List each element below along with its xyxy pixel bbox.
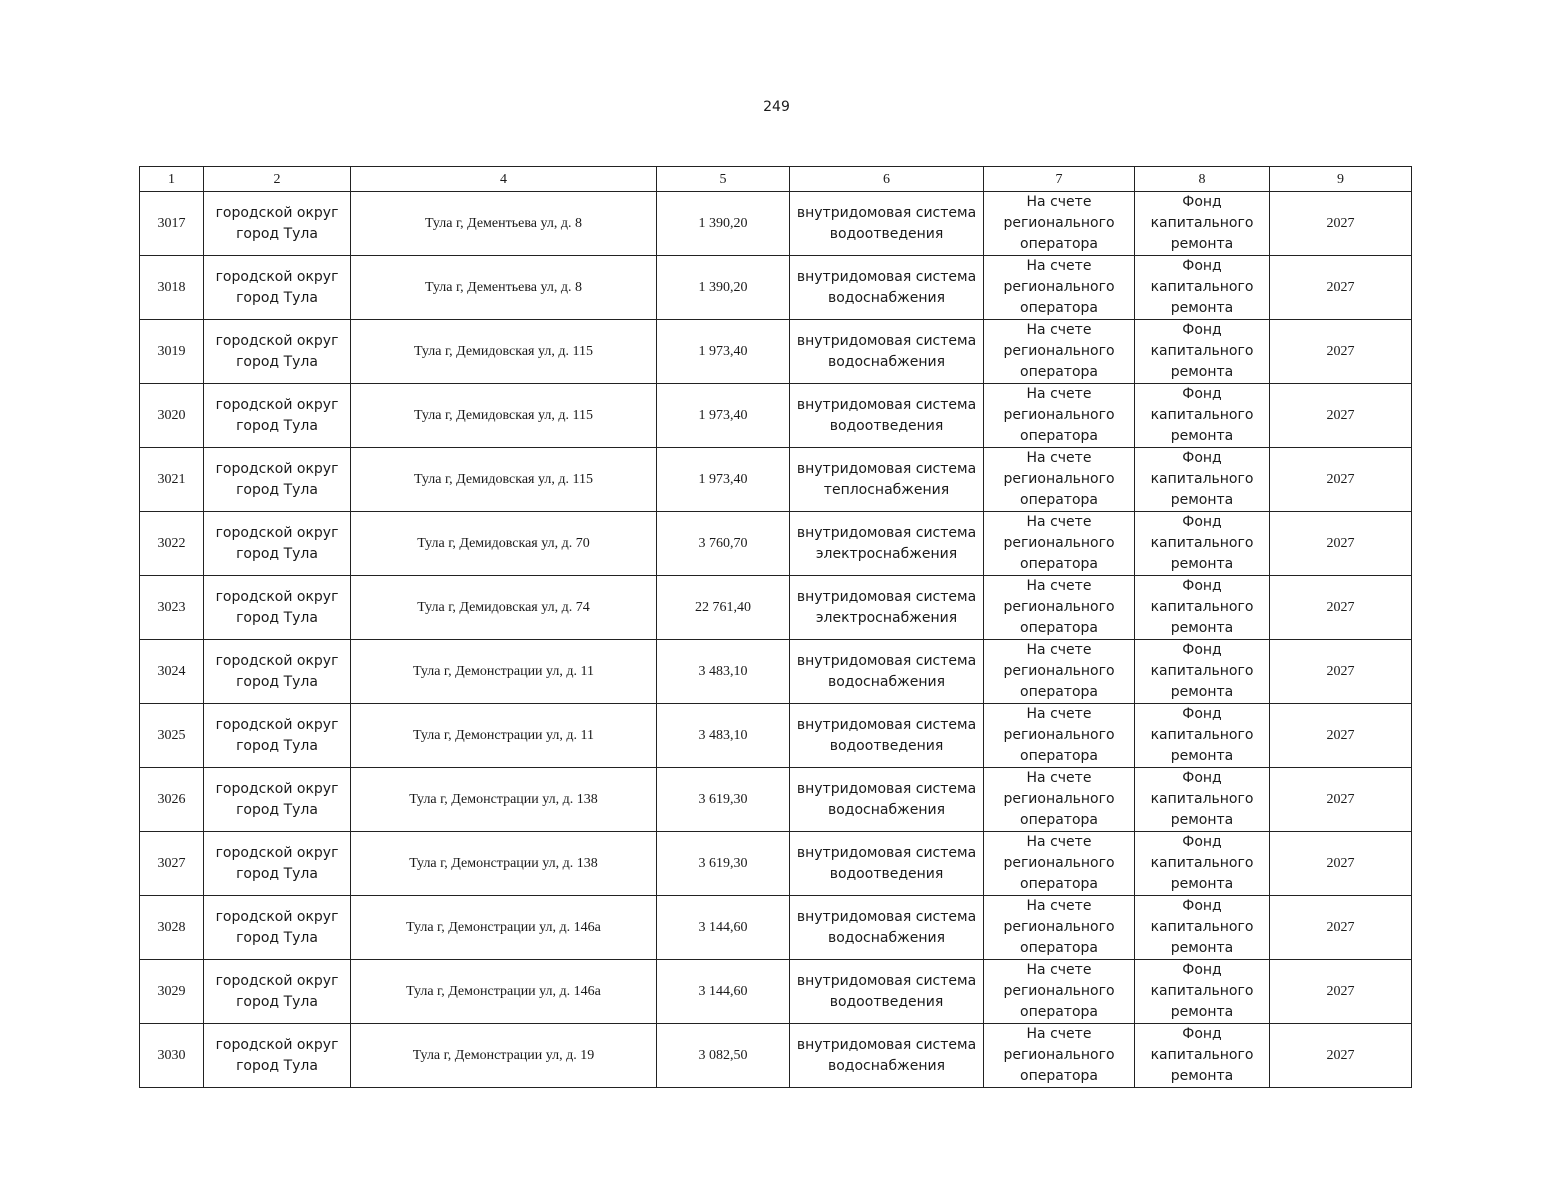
system-cell bbox=[790, 640, 984, 704]
system-cell-line: внутридомовая система bbox=[796, 908, 977, 925]
municipality-cell-line: городской округ bbox=[215, 204, 339, 221]
account-cell bbox=[984, 896, 1135, 960]
funding-source-cell bbox=[1135, 640, 1270, 704]
municipality-cell-line: городской округ bbox=[215, 780, 339, 797]
column-header: 6 bbox=[790, 167, 984, 192]
year-cell: 2027 bbox=[1270, 448, 1412, 512]
column-header: 4 bbox=[351, 167, 657, 192]
system-cell-line: внутридомовая система bbox=[796, 524, 977, 541]
municipality-cell-line: городской округ bbox=[215, 588, 339, 605]
table-row bbox=[140, 192, 1412, 256]
municipality-cell bbox=[204, 256, 351, 320]
area-cell: 3 619,30 bbox=[657, 768, 790, 832]
account-cell-line: На счете bbox=[1026, 322, 1092, 338]
account-cell-line: оператора bbox=[1020, 620, 1098, 636]
funding-source-cell-line: ремонта bbox=[1170, 812, 1234, 828]
account-cell-line: На счете bbox=[1026, 1026, 1092, 1042]
account-cell-line: оператора bbox=[1020, 364, 1098, 380]
account-cell-line: оператора bbox=[1020, 492, 1098, 508]
area-cell: 3 619,30 bbox=[657, 832, 790, 896]
column-header: 9 bbox=[1270, 167, 1412, 192]
system-cell bbox=[790, 960, 984, 1024]
account-cell-line: регионального bbox=[1003, 343, 1115, 359]
system-cell-line: внутридомовая система bbox=[796, 652, 977, 669]
year-cell: 2027 bbox=[1270, 960, 1412, 1024]
account-cell-line: регионального bbox=[1003, 983, 1115, 999]
funding-source-cell bbox=[1135, 704, 1270, 768]
system-cell-line: внутридомовая система bbox=[796, 1036, 977, 1053]
year-cell: 2027 bbox=[1270, 640, 1412, 704]
funding-source-cell bbox=[1135, 448, 1270, 512]
system-cell-line: водоотведения bbox=[829, 225, 944, 242]
account-cell bbox=[984, 576, 1135, 640]
municipality-cell bbox=[204, 384, 351, 448]
column-header: 1 bbox=[140, 167, 204, 192]
system-cell bbox=[790, 512, 984, 576]
account-cell bbox=[984, 960, 1135, 1024]
funding-source-cell-line: Фонд bbox=[1182, 834, 1222, 850]
municipality-cell-line: город Тула bbox=[236, 737, 318, 754]
municipality-cell-line: городской округ bbox=[215, 332, 339, 349]
funding-source-cell-line: Фонд bbox=[1182, 194, 1222, 210]
funding-source-cell-line: ремонта bbox=[1170, 684, 1234, 700]
funding-source-cell-line: Фонд bbox=[1182, 450, 1222, 466]
system-cell-line: водоотведения bbox=[829, 993, 944, 1010]
municipality-cell-line: город Тула bbox=[236, 993, 318, 1010]
account-cell-line: оператора bbox=[1020, 300, 1098, 316]
table-row bbox=[140, 640, 1412, 704]
system-cell bbox=[790, 384, 984, 448]
account-cell bbox=[984, 512, 1135, 576]
system-cell bbox=[790, 896, 984, 960]
row-number-cell: 3029 bbox=[140, 960, 204, 1024]
account-cell-line: регионального bbox=[1003, 599, 1115, 615]
table-row bbox=[140, 768, 1412, 832]
system-cell bbox=[790, 576, 984, 640]
account-cell-line: На счете bbox=[1026, 642, 1092, 658]
municipality-cell bbox=[204, 704, 351, 768]
funding-source-cell bbox=[1135, 512, 1270, 576]
table-row bbox=[140, 448, 1412, 512]
funding-source-cell bbox=[1135, 768, 1270, 832]
column-header: 8 bbox=[1135, 167, 1270, 192]
funding-source-cell-line: Фонд bbox=[1182, 962, 1222, 978]
funding-source-cell-line: ремонта bbox=[1170, 876, 1234, 892]
year-cell: 2027 bbox=[1270, 1024, 1412, 1088]
account-cell-line: оператора bbox=[1020, 876, 1098, 892]
funding-source-cell-line: Фонд bbox=[1182, 258, 1222, 274]
area-cell: 1 973,40 bbox=[657, 384, 790, 448]
funding-source-cell-line: ремонта bbox=[1170, 236, 1234, 252]
funding-source-cell bbox=[1135, 256, 1270, 320]
header-row bbox=[140, 167, 1412, 192]
row-number-cell: 3024 bbox=[140, 640, 204, 704]
account-cell bbox=[984, 640, 1135, 704]
municipality-cell-line: город Тула bbox=[236, 865, 318, 882]
municipality-cell-line: городской округ bbox=[215, 972, 339, 989]
area-cell: 1 973,40 bbox=[657, 320, 790, 384]
table-row bbox=[140, 384, 1412, 448]
funding-source-cell-line: капитального bbox=[1150, 791, 1254, 807]
row-number-cell: 3025 bbox=[140, 704, 204, 768]
year-cell: 2027 bbox=[1270, 512, 1412, 576]
funding-source-cell-line: ремонта bbox=[1170, 428, 1234, 444]
account-cell bbox=[984, 1024, 1135, 1088]
funding-source-cell-line: капитального bbox=[1150, 343, 1254, 359]
account-cell-line: оператора bbox=[1020, 236, 1098, 252]
account-cell-line: оператора bbox=[1020, 684, 1098, 700]
address-cell: Тула г, Дементьева ул, д. 8 bbox=[351, 192, 657, 256]
municipality-cell-line: город Тула bbox=[236, 417, 318, 434]
area-cell: 1 973,40 bbox=[657, 448, 790, 512]
column-header: 2 bbox=[204, 167, 351, 192]
column-header: 5 bbox=[657, 167, 790, 192]
system-cell-line: внутридомовая система bbox=[796, 780, 977, 797]
funding-source-cell-line: капитального bbox=[1150, 663, 1254, 679]
area-cell: 3 483,10 bbox=[657, 640, 790, 704]
funding-source-cell-line: капитального bbox=[1150, 855, 1254, 871]
municipality-cell-line: город Тула bbox=[236, 801, 318, 818]
year-cell: 2027 bbox=[1270, 320, 1412, 384]
registry-table bbox=[139, 166, 1412, 1088]
funding-source-cell-line: ремонта bbox=[1170, 620, 1234, 636]
system-cell-line: электроснабжения bbox=[815, 609, 958, 626]
municipality-cell bbox=[204, 1024, 351, 1088]
municipality-cell-line: городской округ bbox=[215, 1036, 339, 1053]
municipality-cell-line: город Тула bbox=[236, 481, 318, 498]
municipality-cell-line: городской округ bbox=[215, 268, 339, 285]
table-row bbox=[140, 320, 1412, 384]
system-cell-line: теплоснабжения bbox=[823, 481, 950, 498]
address-cell: Тула г, Демонстрации ул, д. 146а bbox=[351, 896, 657, 960]
municipality-cell-line: город Тула bbox=[236, 289, 318, 306]
funding-source-cell bbox=[1135, 960, 1270, 1024]
table-row bbox=[140, 576, 1412, 640]
column-header: 7 bbox=[984, 167, 1135, 192]
municipality-cell-line: город Тула bbox=[236, 609, 318, 626]
funding-source-cell-line: ремонта bbox=[1170, 364, 1234, 380]
system-cell bbox=[790, 320, 984, 384]
account-cell-line: регионального bbox=[1003, 215, 1115, 231]
address-cell: Тула г, Демонстрации ул, д. 146а bbox=[351, 960, 657, 1024]
funding-source-cell-line: капитального bbox=[1150, 1047, 1254, 1063]
funding-source-cell-line: капитального bbox=[1150, 983, 1254, 999]
funding-source-cell-line: Фонд bbox=[1182, 386, 1222, 402]
funding-source-cell bbox=[1135, 896, 1270, 960]
municipality-cell-line: городской округ bbox=[215, 652, 339, 669]
account-cell-line: регионального bbox=[1003, 919, 1115, 935]
funding-source-cell-line: ремонта bbox=[1170, 300, 1234, 316]
account-cell bbox=[984, 832, 1135, 896]
account-cell-line: оператора bbox=[1020, 748, 1098, 764]
system-cell bbox=[790, 192, 984, 256]
account-cell-line: регионального bbox=[1003, 855, 1115, 871]
address-cell: Тула г, Демонстрации ул, д. 11 bbox=[351, 704, 657, 768]
account-cell-line: регионального bbox=[1003, 407, 1115, 423]
row-number-cell: 3020 bbox=[140, 384, 204, 448]
system-cell bbox=[790, 448, 984, 512]
municipality-cell-line: город Тула bbox=[236, 545, 318, 562]
funding-source-cell-line: ремонта bbox=[1170, 1004, 1234, 1020]
address-cell: Тула г, Демидовская ул, д. 115 bbox=[351, 448, 657, 512]
year-cell: 2027 bbox=[1270, 576, 1412, 640]
account-cell bbox=[984, 448, 1135, 512]
system-cell-line: внутридомовая система bbox=[796, 588, 977, 605]
account-cell-line: оператора bbox=[1020, 812, 1098, 828]
address-cell: Тула г, Демонстрации ул, д. 11 bbox=[351, 640, 657, 704]
row-number-cell: 3026 bbox=[140, 768, 204, 832]
row-number-cell: 3018 bbox=[140, 256, 204, 320]
municipality-cell bbox=[204, 768, 351, 832]
funding-source-cell-line: капитального bbox=[1150, 919, 1254, 935]
municipality-cell-line: городской округ bbox=[215, 524, 339, 541]
area-cell: 22 761,40 bbox=[657, 576, 790, 640]
system-cell-line: внутридомовая система bbox=[796, 716, 977, 733]
funding-source-cell-line: капитального bbox=[1150, 599, 1254, 615]
row-number-cell: 3023 bbox=[140, 576, 204, 640]
table-row bbox=[140, 512, 1412, 576]
year-cell: 2027 bbox=[1270, 896, 1412, 960]
year-cell: 2027 bbox=[1270, 832, 1412, 896]
year-cell: 2027 bbox=[1270, 768, 1412, 832]
address-cell: Тула г, Демидовская ул, д. 70 bbox=[351, 512, 657, 576]
account-cell-line: На счете bbox=[1026, 770, 1092, 786]
address-cell: Тула г, Демонстрации ул, д. 138 bbox=[351, 768, 657, 832]
municipality-cell bbox=[204, 512, 351, 576]
year-cell: 2027 bbox=[1270, 192, 1412, 256]
area-cell: 3 144,60 bbox=[657, 896, 790, 960]
funding-source-cell-line: ремонта bbox=[1170, 940, 1234, 956]
funding-source-cell bbox=[1135, 576, 1270, 640]
account-cell-line: На счете bbox=[1026, 578, 1092, 594]
account-cell-line: оператора bbox=[1020, 1068, 1098, 1084]
account-cell-line: На счете bbox=[1026, 834, 1092, 850]
municipality-cell bbox=[204, 832, 351, 896]
municipality-cell-line: город Тула bbox=[236, 929, 318, 946]
funding-source-cell-line: капитального bbox=[1150, 215, 1254, 231]
system-cell-line: внутридомовая система bbox=[796, 332, 977, 349]
funding-source-cell bbox=[1135, 1024, 1270, 1088]
municipality-cell bbox=[204, 192, 351, 256]
account-cell-line: На счете bbox=[1026, 258, 1092, 274]
municipality-cell bbox=[204, 320, 351, 384]
address-cell: Тула г, Демонстрации ул, д. 19 bbox=[351, 1024, 657, 1088]
system-cell-line: внутридомовая система bbox=[796, 204, 977, 221]
account-cell bbox=[984, 704, 1135, 768]
area-cell: 1 390,20 bbox=[657, 256, 790, 320]
system-cell-line: внутридомовая система bbox=[796, 396, 977, 413]
account-cell-line: На счете bbox=[1026, 706, 1092, 722]
year-cell: 2027 bbox=[1270, 256, 1412, 320]
funding-source-cell-line: Фонд bbox=[1182, 578, 1222, 594]
year-cell: 2027 bbox=[1270, 704, 1412, 768]
row-number-cell: 3021 bbox=[140, 448, 204, 512]
funding-source-cell-line: Фонд bbox=[1182, 642, 1222, 658]
table-row bbox=[140, 704, 1412, 768]
system-cell-line: водоснабжения bbox=[827, 929, 946, 946]
address-cell: Тула г, Демидовская ул, д. 74 bbox=[351, 576, 657, 640]
account-cell bbox=[984, 192, 1135, 256]
funding-source-cell-line: капитального bbox=[1150, 279, 1254, 295]
address-cell: Тула г, Дементьева ул, д. 8 bbox=[351, 256, 657, 320]
account-cell-line: оператора bbox=[1020, 940, 1098, 956]
system-cell bbox=[790, 768, 984, 832]
account-cell-line: регионального bbox=[1003, 663, 1115, 679]
system-cell bbox=[790, 256, 984, 320]
account-cell-line: На счете bbox=[1026, 898, 1092, 914]
municipality-cell-line: городской округ bbox=[215, 460, 339, 477]
row-number-cell: 3022 bbox=[140, 512, 204, 576]
system-cell bbox=[790, 704, 984, 768]
account-cell-line: регионального bbox=[1003, 535, 1115, 551]
funding-source-cell-line: Фонд bbox=[1182, 706, 1222, 722]
account-cell-line: На счете bbox=[1026, 514, 1092, 530]
system-cell-line: водоснабжения bbox=[827, 673, 946, 690]
system-cell-line: внутридомовая система bbox=[796, 268, 977, 285]
system-cell bbox=[790, 832, 984, 896]
municipality-cell bbox=[204, 448, 351, 512]
municipality-cell bbox=[204, 896, 351, 960]
account-cell bbox=[984, 256, 1135, 320]
funding-source-cell-line: Фонд bbox=[1182, 1026, 1222, 1042]
address-cell: Тула г, Демонстрации ул, д. 138 bbox=[351, 832, 657, 896]
account-cell-line: оператора bbox=[1020, 556, 1098, 572]
funding-source-cell-line: капитального bbox=[1150, 535, 1254, 551]
account-cell-line: оператора bbox=[1020, 1004, 1098, 1020]
municipality-cell bbox=[204, 640, 351, 704]
table-row bbox=[140, 832, 1412, 896]
municipality-cell-line: город Тула bbox=[236, 1057, 318, 1074]
system-cell-line: внутридомовая система bbox=[796, 844, 977, 861]
account-cell-line: На счете bbox=[1026, 194, 1092, 210]
system-cell-line: водоснабжения bbox=[827, 289, 946, 306]
funding-source-cell bbox=[1135, 384, 1270, 448]
municipality-cell-line: город Тула bbox=[236, 353, 318, 370]
account-cell-line: регионального bbox=[1003, 471, 1115, 487]
funding-source-cell bbox=[1135, 192, 1270, 256]
row-number-cell: 3028 bbox=[140, 896, 204, 960]
funding-source-cell-line: Фонд bbox=[1182, 514, 1222, 530]
system-cell-line: водоотведения bbox=[829, 865, 944, 882]
account-cell-line: На счете bbox=[1026, 450, 1092, 466]
table-row bbox=[140, 1024, 1412, 1088]
table-row bbox=[140, 896, 1412, 960]
municipality-cell bbox=[204, 576, 351, 640]
row-number-cell: 3019 bbox=[140, 320, 204, 384]
system-cell-line: водоотведения bbox=[829, 737, 944, 754]
funding-source-cell bbox=[1135, 832, 1270, 896]
account-cell bbox=[984, 320, 1135, 384]
account-cell-line: регионального bbox=[1003, 1047, 1115, 1063]
row-number-cell: 3030 bbox=[140, 1024, 204, 1088]
municipality-cell-line: городской округ bbox=[215, 908, 339, 925]
table-row bbox=[140, 256, 1412, 320]
page-number: 249 bbox=[763, 99, 790, 115]
account-cell bbox=[984, 768, 1135, 832]
municipality-cell-line: городской округ bbox=[215, 396, 339, 413]
address-cell: Тула г, Демидовская ул, д. 115 bbox=[351, 384, 657, 448]
funding-source-cell-line: капитального bbox=[1150, 407, 1254, 423]
system-cell-line: водоснабжения bbox=[827, 1057, 946, 1074]
system-cell-line: электроснабжения bbox=[815, 545, 958, 562]
funding-source-cell-line: ремонта bbox=[1170, 748, 1234, 764]
area-cell: 3 483,10 bbox=[657, 704, 790, 768]
funding-source-cell-line: ремонта bbox=[1170, 1068, 1234, 1084]
funding-source-cell-line: Фонд bbox=[1182, 322, 1222, 338]
area-cell: 3 144,60 bbox=[657, 960, 790, 1024]
row-number-cell: 3017 bbox=[140, 192, 204, 256]
account-cell-line: регионального bbox=[1003, 279, 1115, 295]
account-cell-line: регионального bbox=[1003, 727, 1115, 743]
table-row bbox=[140, 960, 1412, 1024]
funding-source-cell-line: ремонта bbox=[1170, 492, 1234, 508]
funding-source-cell bbox=[1135, 320, 1270, 384]
system-cell-line: водоснабжения bbox=[827, 801, 946, 818]
municipality-cell-line: город Тула bbox=[236, 673, 318, 690]
account-cell bbox=[984, 384, 1135, 448]
system-cell-line: внутридомовая система bbox=[796, 460, 977, 477]
account-cell-line: регионального bbox=[1003, 791, 1115, 807]
system-cell-line: водоотведения bbox=[829, 417, 944, 434]
area-cell: 3 082,50 bbox=[657, 1024, 790, 1088]
municipality-cell-line: городской округ bbox=[215, 844, 339, 861]
system-cell bbox=[790, 1024, 984, 1088]
year-cell: 2027 bbox=[1270, 384, 1412, 448]
address-cell: Тула г, Демидовская ул, д. 115 bbox=[351, 320, 657, 384]
funding-source-cell-line: Фонд bbox=[1182, 770, 1222, 786]
system-cell-line: водоснабжения bbox=[827, 353, 946, 370]
row-number-cell: 3027 bbox=[140, 832, 204, 896]
funding-source-cell-line: Фонд bbox=[1182, 898, 1222, 914]
area-cell: 1 390,20 bbox=[657, 192, 790, 256]
municipality-cell bbox=[204, 960, 351, 1024]
account-cell-line: На счете bbox=[1026, 962, 1092, 978]
account-cell-line: На счете bbox=[1026, 386, 1092, 402]
funding-source-cell-line: капитального bbox=[1150, 471, 1254, 487]
municipality-cell-line: город Тула bbox=[236, 225, 318, 242]
municipality-cell-line: городской округ bbox=[215, 716, 339, 733]
funding-source-cell-line: капитального bbox=[1150, 727, 1254, 743]
area-cell: 3 760,70 bbox=[657, 512, 790, 576]
account-cell-line: оператора bbox=[1020, 428, 1098, 444]
funding-source-cell-line: ремонта bbox=[1170, 556, 1234, 572]
system-cell-line: внутридомовая система bbox=[796, 972, 977, 989]
